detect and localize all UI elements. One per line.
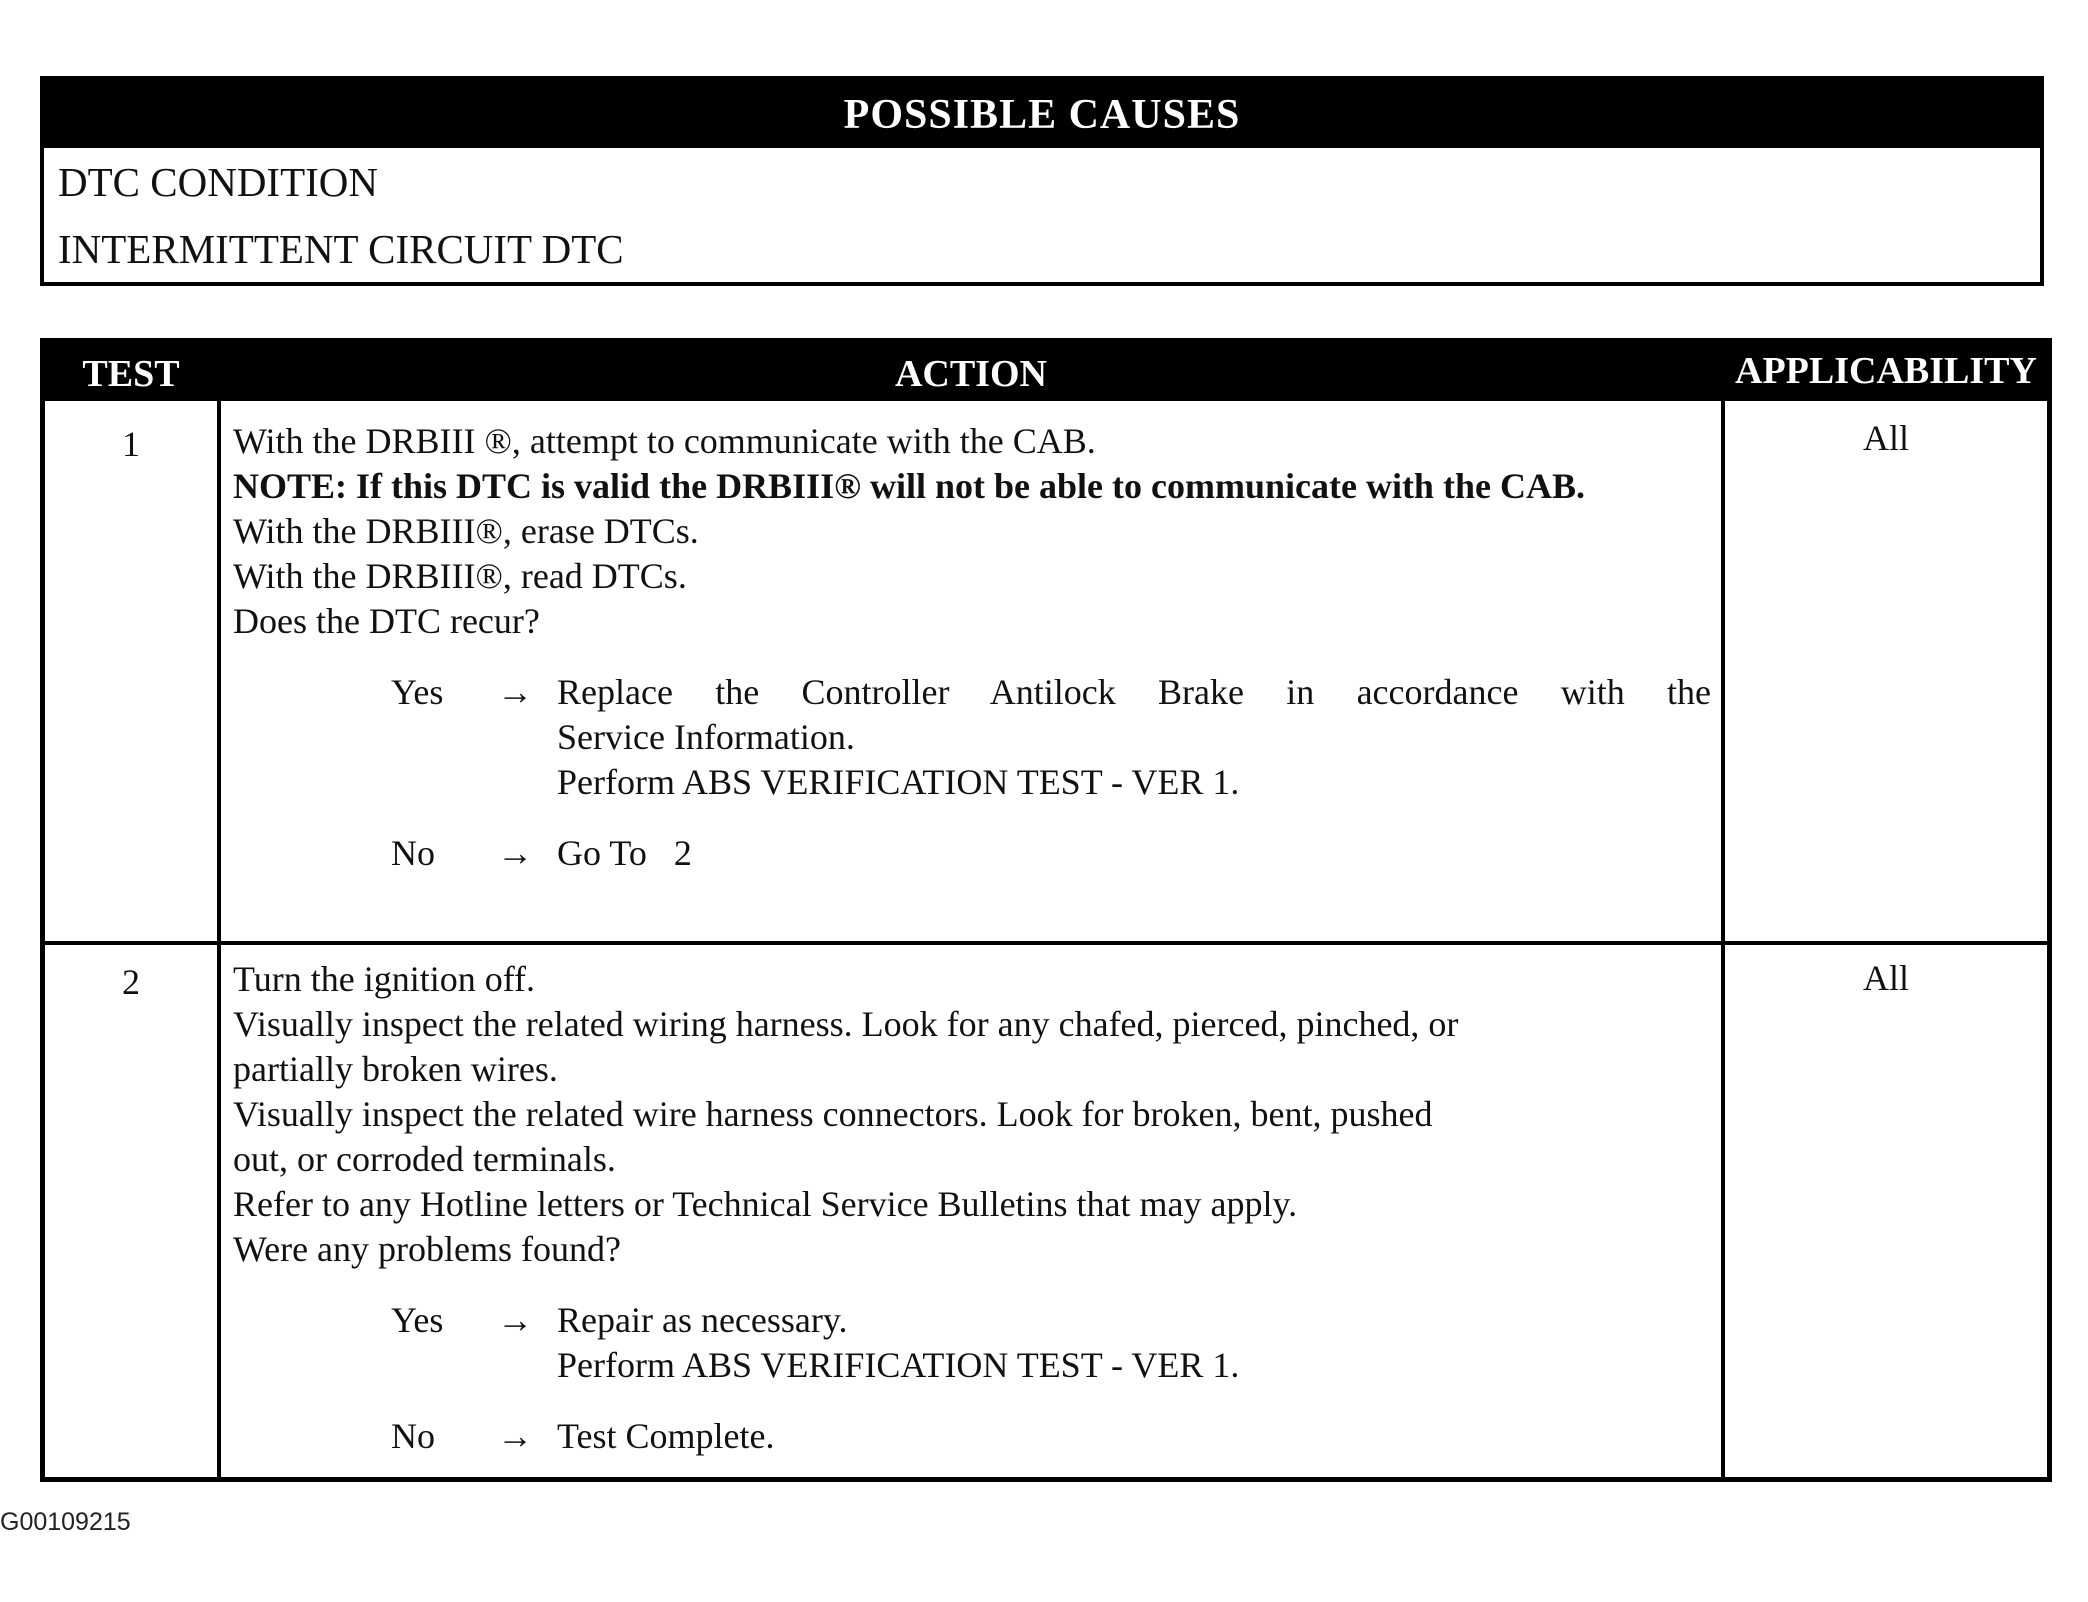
- result-line: Go To 2: [557, 833, 692, 873]
- action-note: NOTE: If this DTC is valid the DRBIII® will not be able to communicate with the CAB.: [233, 466, 1585, 506]
- test-action-2: [233, 957, 1711, 1459]
- result-line: Repair as necessary.: [557, 1300, 848, 1340]
- no-label: No: [391, 1416, 435, 1456]
- result-line: Test Complete.: [557, 1416, 775, 1456]
- action-line: partially broken wires.: [233, 1049, 558, 1089]
- no-branch: [233, 1414, 1711, 1459]
- result-line: Perform ABS VERIFICATION TEST - VER 1.: [557, 1345, 1240, 1385]
- action-line: With the DRBIII®, read DTCs.: [233, 556, 687, 596]
- column-header-action: ACTION: [894, 353, 1048, 395]
- yes-branch: [233, 670, 1711, 805]
- test-number: 2: [122, 962, 140, 1002]
- column-divider: [217, 401, 221, 1477]
- result-line: Replace the Controller Antilock Brake in accordance with the: [557, 672, 1711, 712]
- cause-item: INTERMITTENT CIRCUIT DTC: [58, 226, 624, 272]
- arrow-icon: →: [497, 1416, 533, 1456]
- yes-label: Yes: [391, 1300, 444, 1340]
- action-line: With the DRBIII ®, attempt to communicate with the CAB.: [233, 421, 1096, 461]
- applicability-value: All: [1862, 418, 1909, 458]
- no-result: [557, 831, 1711, 876]
- action-line: Visually inspect the related wire harness connectors. Look for broken, bent, pushed: [233, 1094, 1433, 1134]
- test-action-1: [233, 419, 1711, 876]
- action-line: Turn the ignition off.: [233, 959, 536, 999]
- cause-item: DTC CONDITION: [58, 159, 378, 205]
- no-result: [557, 1414, 1711, 1459]
- arrow-icon: →: [497, 672, 533, 712]
- table-header-row: [45, 343, 2047, 401]
- result-line: Perform ABS VERIFICATION TEST - VER 1.: [557, 762, 1240, 802]
- column-divider: [1721, 401, 1725, 1477]
- yes-result: [557, 670, 1711, 805]
- result-line: Service Information.: [557, 717, 855, 757]
- column-header-applicability: APPLICABILITY: [1735, 350, 2037, 392]
- figure-code: G00109215: [0, 1508, 131, 1536]
- possible-causes-box: [40, 76, 2044, 286]
- arrow-icon: →: [497, 833, 533, 873]
- no-label: No: [391, 833, 435, 873]
- action-line: Does the DTC recur?: [233, 601, 540, 641]
- yes-result: [557, 1298, 1711, 1388]
- yes-branch: [233, 1298, 1711, 1388]
- test-number: 1: [122, 424, 140, 464]
- column-header-test: TEST: [82, 353, 180, 395]
- action-line: Refer to any Hotline letters or Technical Service Bulletins that may apply.: [233, 1184, 1298, 1224]
- row-divider: [45, 941, 2047, 945]
- yes-label: Yes: [391, 672, 444, 712]
- no-branch: [233, 831, 1711, 876]
- action-line: out, or corroded terminals.: [233, 1139, 616, 1179]
- arrow-icon: →: [497, 1300, 533, 1340]
- action-line: Were any problems found?: [233, 1229, 621, 1269]
- action-line: Visually inspect the related wiring harness. Look for any chafed, pierced, pinched, or: [233, 1004, 1459, 1044]
- possible-causes-header: POSSIBLE CAUSES: [44, 80, 2040, 148]
- action-line: With the DRBIII®, erase DTCs.: [233, 511, 699, 551]
- applicability-value: All: [1862, 958, 1909, 998]
- test-table: [40, 338, 2052, 1482]
